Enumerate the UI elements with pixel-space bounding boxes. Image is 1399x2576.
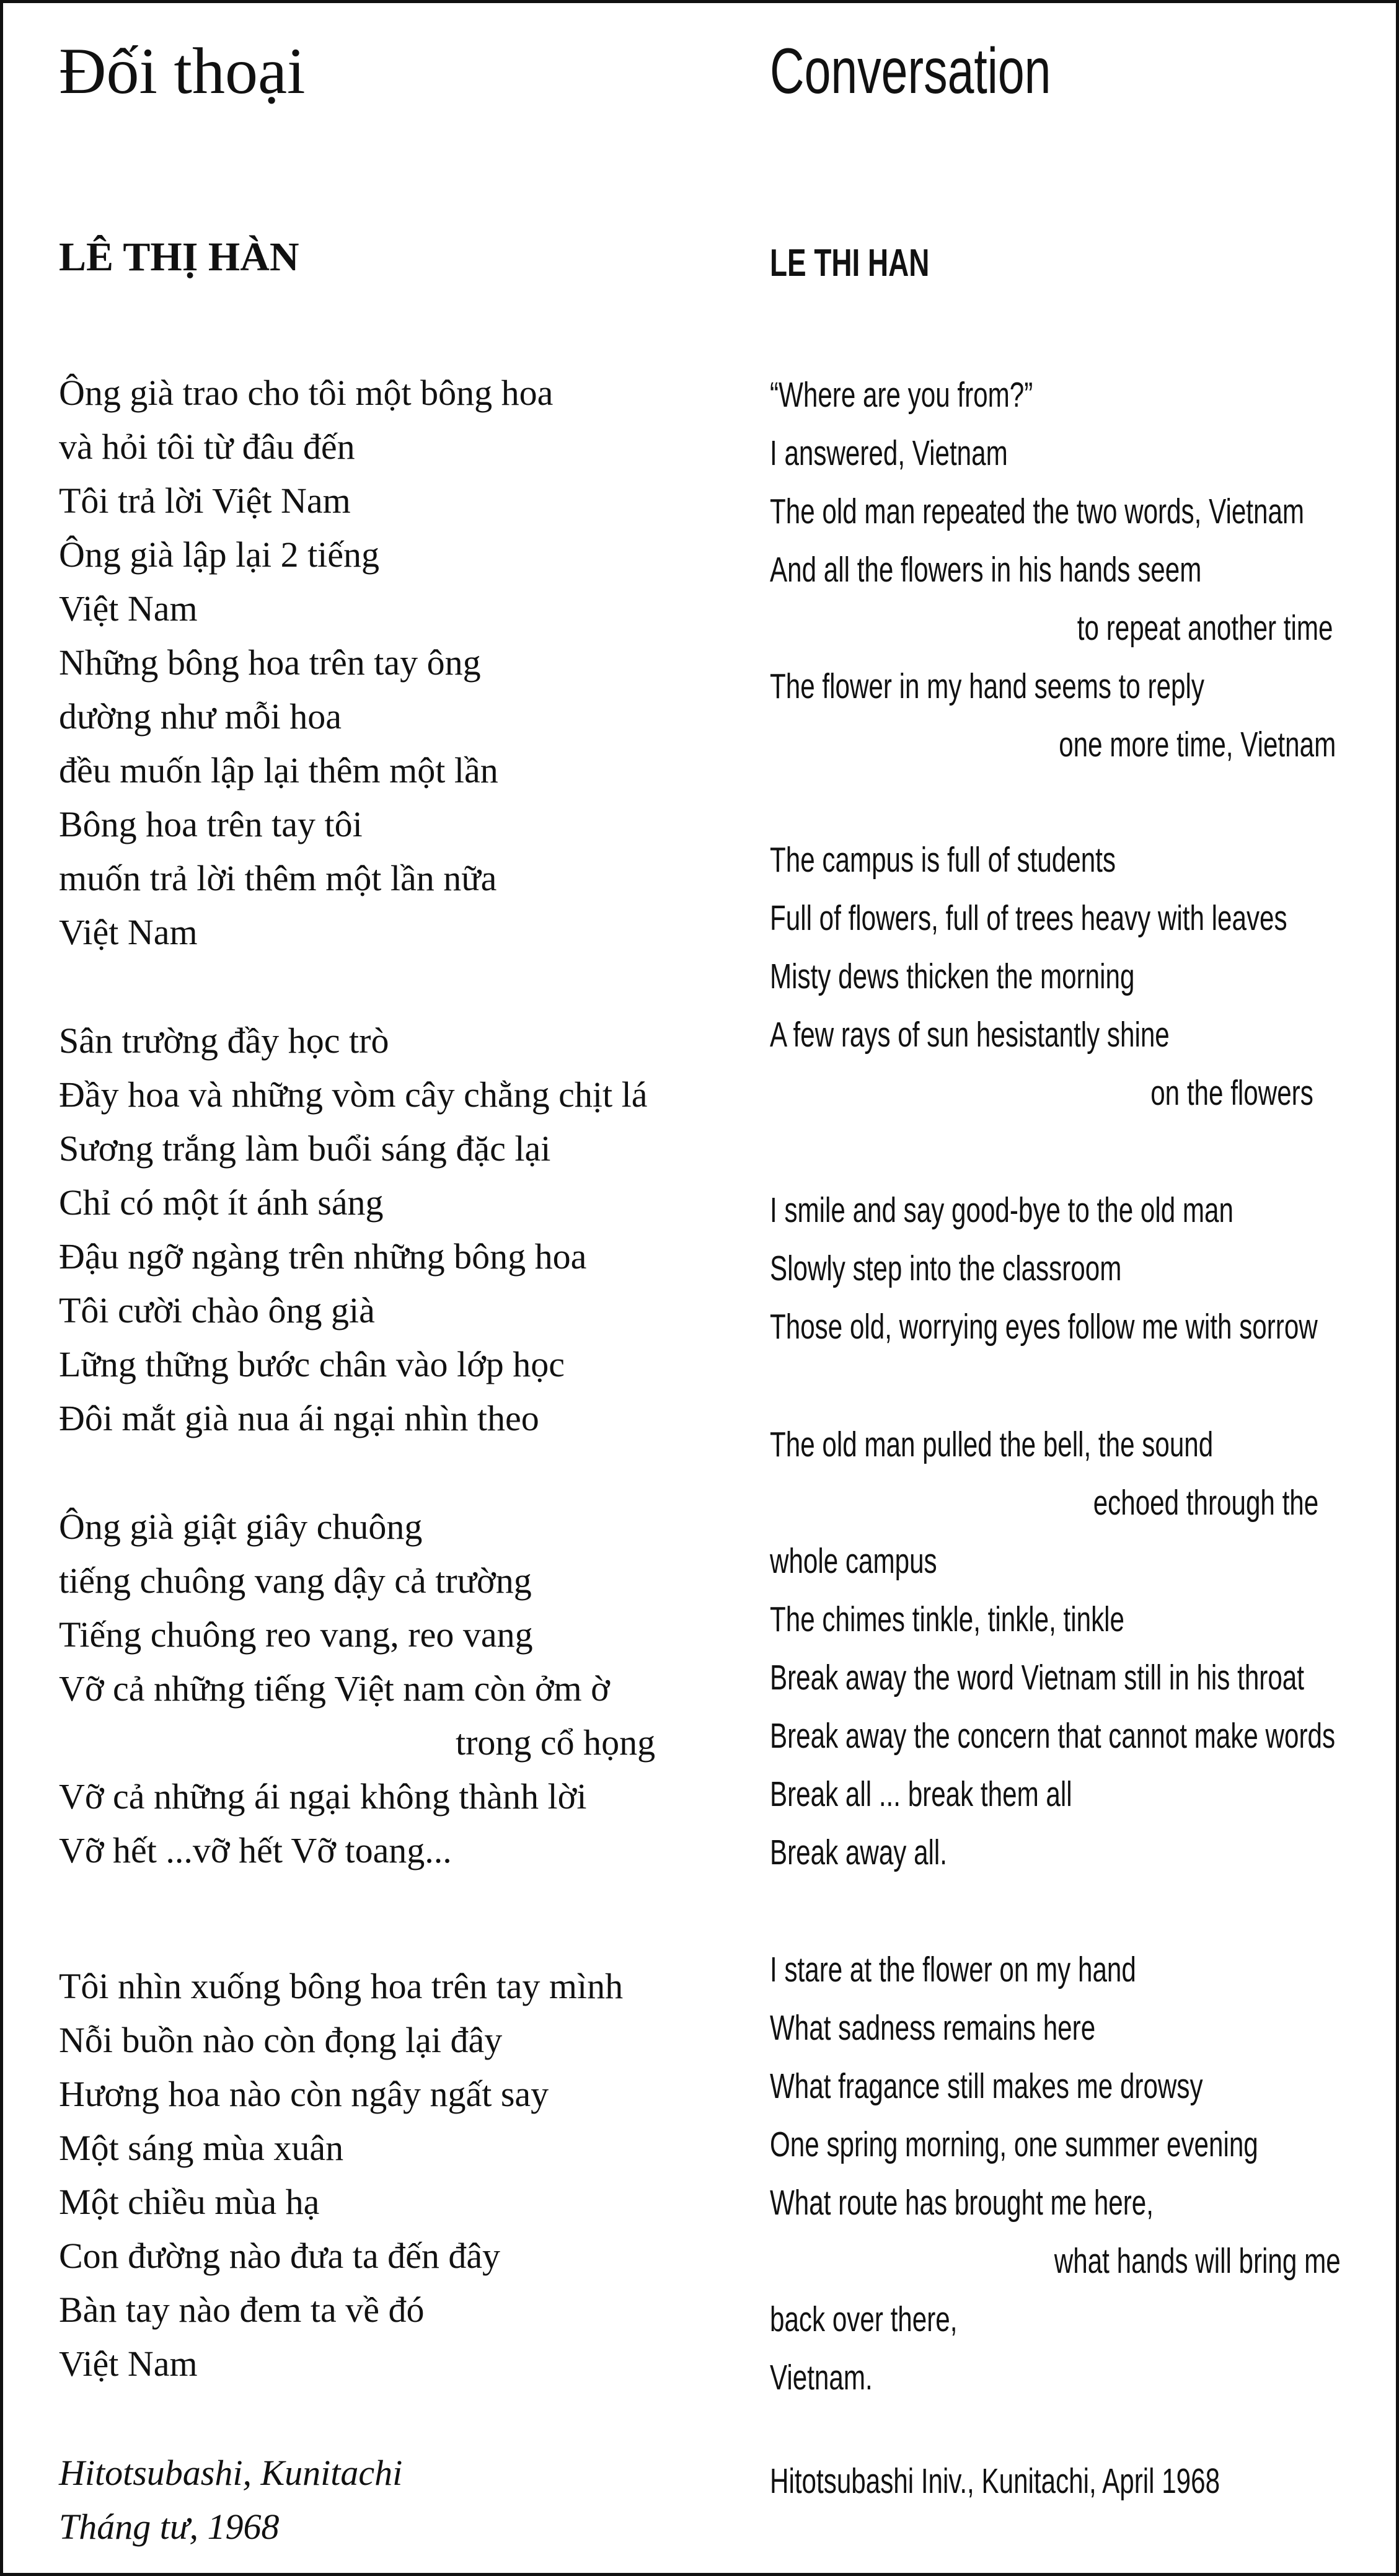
poem-line: The old man pulled the bell, the sound <box>770 1425 1214 1464</box>
english-stanza-4 <box>770 1415 1336 1882</box>
poem-line: Break away all. <box>770 1833 948 1872</box>
poem-line: what hands will bring me <box>1054 2241 1341 2281</box>
poem-line: Break all ... break them all <box>770 1774 1072 1814</box>
poem-line: Một sáng mùa xuân <box>59 2128 344 2168</box>
poem-line: Bông hoa trên tay tôi <box>59 804 363 844</box>
poem-line: Một chiều mùa hạ <box>59 2182 320 2222</box>
poem-line: Sương trắng làm buổi sáng đặc lại <box>59 1128 551 1169</box>
poem-line: The campus is full of students <box>770 840 1116 880</box>
english-dateline <box>770 2452 1229 2510</box>
poem-line: Tôi nhìn xuống bông hoa trên tay mình <box>59 1966 624 2006</box>
poem-line: Full of flowers, full of trees heavy with leaves <box>770 898 1287 938</box>
english-stanza-2 <box>770 831 1313 1122</box>
poem-line: Break away the concern that cannot make words <box>770 1716 1336 1756</box>
poem-line: echoed through the <box>1093 1483 1319 1523</box>
poem-line: Vietnam. <box>770 2358 873 2397</box>
vietnamese-author: LÊ THỊ HÀN <box>59 234 299 280</box>
vietnamese-title: Đối thoại <box>59 35 306 107</box>
vietnamese-stanza-2 <box>59 1014 747 1445</box>
poem-line: A few rays of sun hesistantly shine <box>770 1015 1170 1055</box>
poem-line: The old man repeated the two words, Vietnam <box>770 492 1305 531</box>
poem-line: Ông già lập lại 2 tiếng <box>59 534 380 575</box>
poem-line: on the flowers <box>1150 1073 1313 1113</box>
poem-line: tiếng chuông vang dậy cả trường <box>59 1560 532 1601</box>
poem-line: Con đường nào đưa ta đến đây <box>59 2236 501 2276</box>
poem-line: whole campus <box>770 1541 937 1581</box>
poem-line: Lững thững bước chân vào lớp học <box>59 1344 565 1384</box>
english-stanza-5 <box>770 1941 1341 2407</box>
vietnamese-stanza-4 <box>59 1959 747 2391</box>
poem-line: Bàn tay nào đem ta về đó <box>59 2290 425 2330</box>
poem-line: What sadness remains here <box>770 2008 1096 2048</box>
poem-line: Đầy hoa và những vòm cây chằng chịt lá <box>59 1074 648 1115</box>
poem-line: Việt Nam <box>59 588 198 629</box>
poem-line: Tôi trả lời Việt Nam <box>59 480 351 521</box>
vietnamese-column <box>59 34 747 2547</box>
poem-line: What route has brought me here, <box>770 2183 1154 2223</box>
date-line: Tháng tư, 1968 <box>59 2507 280 2547</box>
poem-line: Nỗi buồn nào còn đọng lại đây <box>59 2020 503 2060</box>
poem-line: Break away the word Vietnam still in his throat <box>770 1658 1304 1697</box>
poem-line: one more time, Vietnam <box>1059 725 1336 764</box>
poem-line: I stare at the flower on my hand <box>770 1950 1136 1990</box>
poem-line: muốn trả lời thêm một lần nữa <box>59 858 497 898</box>
vietnamese-stanza-1 <box>59 366 747 959</box>
poem-line: Việt Nam <box>59 912 198 952</box>
poem-line: Việt Nam <box>59 2344 198 2384</box>
poem-line: I answered, Vietnam <box>770 433 1008 473</box>
poem-line: What fragance still makes me drowsy <box>770 2066 1203 2106</box>
date-line: Hitotsubashi Iniv., Kunitachi, April 1968 <box>770 2461 1220 2501</box>
poem-line: Tiếng chuông reo vang, reo vang <box>59 1614 533 1655</box>
english-stanza-1 <box>770 366 1336 774</box>
english-column <box>770 34 1341 2501</box>
poem-line: The flower in my hand seems to reply <box>770 666 1204 706</box>
poem-line: dường như mỗi hoa <box>59 696 342 737</box>
poem-line: Những bông hoa trên tay ông <box>59 642 481 683</box>
poem-line: trong cổ họng <box>456 1722 656 1763</box>
poem-line: Slowly step into the classroom <box>770 1249 1122 1288</box>
poem-line: và hỏi tôi từ đâu đến <box>59 427 355 467</box>
poem-line: Vỡ cả những tiếng Việt nam còn ởm ờ <box>59 1668 610 1709</box>
poem-line: I smile and say good-bye to the old man <box>770 1190 1234 1230</box>
english-title: Conversation <box>770 35 1051 107</box>
poem-line: And all the flowers in his hands seem <box>770 550 1202 590</box>
poem-line: Sân trường đầy học trò <box>59 1020 389 1061</box>
poem-line: Ông già trao cho tôi một bông hoa <box>59 373 554 413</box>
poem-line: đều muốn lập lại thêm một lần <box>59 750 498 790</box>
poem-line: back over there, <box>770 2299 958 2339</box>
poem-line: Tôi cười chào ông già <box>59 1290 375 1330</box>
poem-line: to repeat another time <box>1077 608 1333 648</box>
poem-line: Đậu ngỡ ngàng trên những bông hoa <box>59 1236 587 1277</box>
english-author: LE THI HAN <box>770 242 930 285</box>
english-stanza-3 <box>770 1181 1318 1356</box>
poem-line: Đôi mắt già nua ái ngại nhìn theo <box>59 1398 539 1438</box>
poem-line: Vỡ cả những ái ngại không thành lời <box>59 1776 587 1817</box>
poem-line: “Where are you from?” <box>770 375 1033 415</box>
poem-line: One spring morning, one summer evening <box>770 2125 1258 2164</box>
poem-line: Those old, worrying eyes follow me with sorrow <box>770 1307 1318 1347</box>
poem-line: Vỡ hết ...vỡ hết Vỡ toang... <box>59 1830 452 1870</box>
place-line: Hitotsubashi, Kunitachi <box>59 2453 403 2493</box>
poem-line: Misty dews thicken the morning <box>770 957 1135 996</box>
vietnamese-dateline <box>59 2446 747 2554</box>
vietnamese-stanza-3 <box>59 1500 747 1877</box>
poem-line: Hương hoa nào còn ngây ngất say <box>59 2074 549 2114</box>
poem-line: Chỉ có một ít ánh sáng <box>59 1182 384 1223</box>
poem-line: Ông già giật giây chuông <box>59 1507 423 1547</box>
poem-line: The chimes tinkle, tinkle, tinkle <box>770 1600 1125 1639</box>
